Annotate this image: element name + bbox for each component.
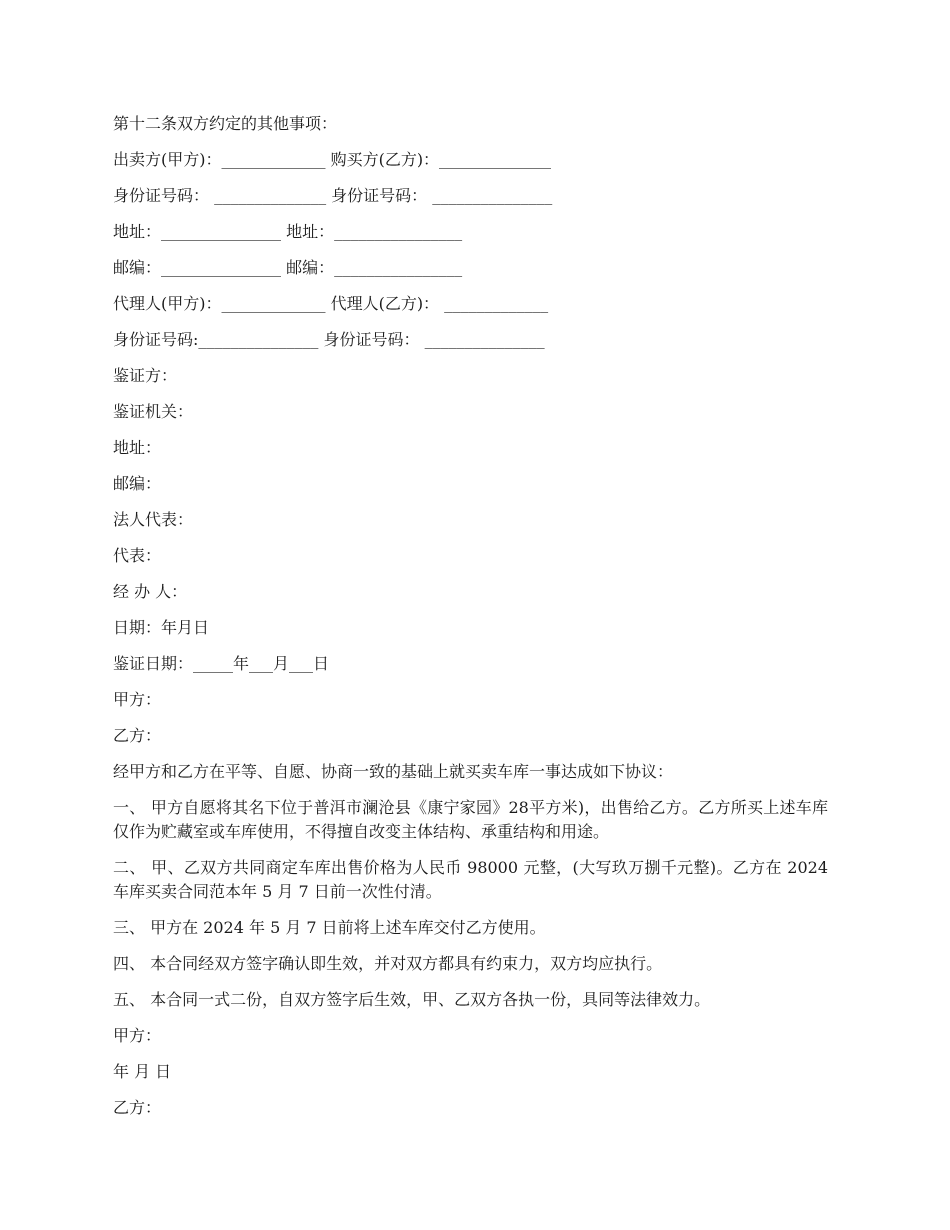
notary-authority-label: 鉴证机关：: [113, 402, 194, 421]
clause-3: 三、 甲方在 2024 年 5 月 7 日前将上述车库交付乙方使用。: [113, 918, 546, 937]
notary-address-label: 地址：: [113, 438, 162, 457]
postcode-line: 邮编：_______________ 邮编：________________: [113, 258, 463, 277]
clause-1: 一、 甲方自愿将其名下位于普洱市澜沧县《康宁家园》28平方米)，出售给乙方。乙方所买上述车库仅作为贮藏室或车库使用，不得擅自改变主体结构、承重结构和用途。: [113, 798, 828, 841]
party-a-label: 甲方：: [113, 690, 162, 709]
agreement-intro: 经甲方和乙方在平等、自愿、协商一致的基础上就买卖车库一事达成如下协议：: [113, 762, 674, 781]
seller-buyer-line: 出卖方(甲方)：_____________ 购买方(乙方)：______________: [113, 150, 552, 169]
address-line: 地址：_______________ 地址：________________: [113, 222, 463, 241]
legal-representative-label: 法人代表：: [113, 510, 194, 529]
notary-party-label: 鉴证方：: [113, 366, 178, 385]
signature-party-b: 乙方：: [113, 1098, 162, 1117]
party-b-label: 乙方：: [113, 726, 162, 745]
agent-line: 代理人(甲方)：_____________ 代理人(乙方)： _____________: [113, 294, 549, 313]
signature-date: 年 月 日: [113, 1062, 172, 1081]
document-page: [113, 112, 828, 1132]
clause-12-heading: 第十二条双方约定的其他事项：: [113, 114, 338, 133]
clause-5: 五、 本合同一式二份，自双方签字后生效，甲、乙双方各执一份，具同等法律效力。: [113, 990, 711, 1009]
id-number-line: 身份证号码： ______________ 身份证号码： _______________: [113, 186, 553, 205]
clause-4: 四、 本合同经双方签字确认即生效，并对双方都具有约束力，双方均应执行。: [113, 954, 663, 973]
agent-id-number-line: 身份证号码:_______________ 身份证号码： _______________: [113, 330, 545, 349]
notary-date-line: 鉴证日期：_____年___月___日: [113, 654, 330, 673]
date-label: 日期：年月日: [113, 618, 210, 637]
clause-2: 二、 甲、乙双方共同商定车库出售价格为人民币 98000 元整，(大写玖万捌千元整)。乙方在 2024 车库买卖合同范本年 5 月 7 日前一次性付清。: [113, 858, 828, 901]
signature-party-a: 甲方：: [113, 1026, 162, 1045]
notary-postcode-label: 邮编：: [113, 474, 162, 493]
representative-label: 代表：: [113, 546, 162, 565]
handler-label: 经 办 人：: [113, 582, 188, 601]
